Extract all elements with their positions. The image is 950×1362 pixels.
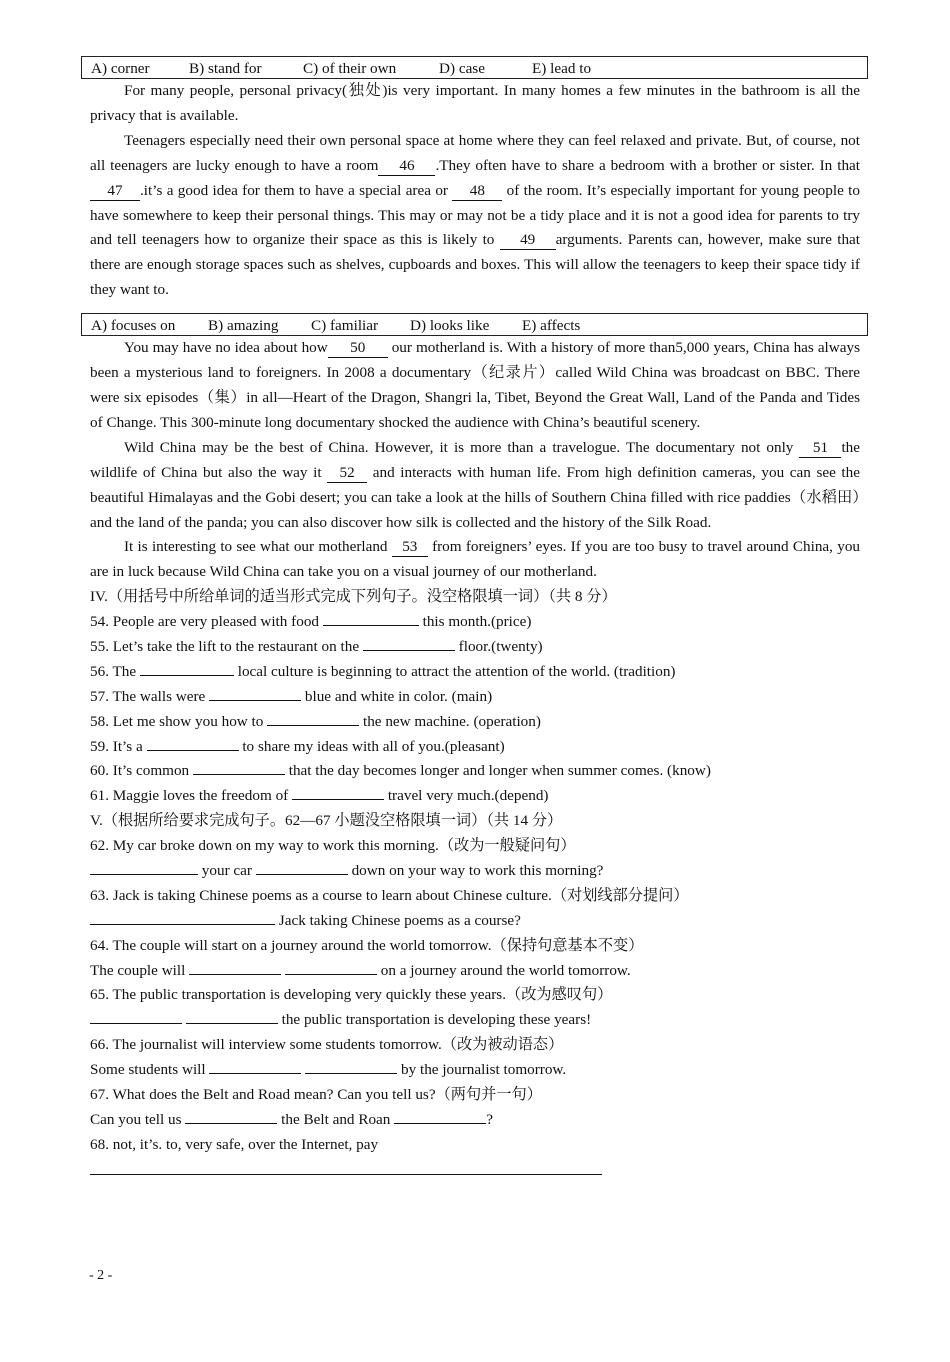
question-56: 56. The local culture is beginning to attract the attention of the world. (tradition) bbox=[90, 660, 860, 685]
answer-blank[interactable] bbox=[363, 635, 455, 651]
option: E) affects bbox=[522, 317, 581, 335]
question-59: 59. It’s a to share my ideas with all of you.(pleasant) bbox=[90, 735, 860, 760]
answer-66: Some students will by the journalist tomorrow. bbox=[90, 1058, 860, 1083]
answer-blank[interactable] bbox=[147, 735, 239, 751]
question-58: 58. Let me show you how to the new machine. (operation) bbox=[90, 710, 860, 735]
blank-52[interactable]: 52 bbox=[327, 464, 367, 483]
answer-64: The couple will on a journey around the world tomorrow. bbox=[90, 959, 860, 984]
option: C) of their own bbox=[303, 60, 397, 77]
option: A) corner bbox=[91, 60, 150, 77]
question-65: 65. The public transportation is developing very quickly these years.（改为感叹句） bbox=[90, 986, 613, 1004]
question-61: 61. Maggie loves the freedom of travel very much.(depend) bbox=[90, 784, 860, 809]
answer-blank[interactable] bbox=[186, 1008, 278, 1024]
option: D) looks like bbox=[410, 317, 490, 335]
answer-blank[interactable] bbox=[140, 660, 234, 676]
word-bank-1 bbox=[81, 56, 868, 79]
answer-blank[interactable] bbox=[285, 959, 377, 975]
option: B) stand for bbox=[189, 60, 262, 77]
passage1-paragraph2: Teenagers especially need their own personal space at home where they can feel relaxed and private. But, of course, not all teenagers are lucky enough to have a room 46 .They often have to share a bedroom with a brother or sister. In that 47 .it’s a good idea for them to have a special area or 48 of the room. It’s especially important for young people to have somewhere to keep their personal things. This may or may not be a tidy place and it is not a good idea for parents to try and tell teenagers how to organize their space as this is likely to 49 arguments. Parents can, however, make sure that there are enough storage spaces such as shelves, cupboards and boxes. This will allow the teenagers to keep their space tidy if they want to. bbox=[90, 131, 861, 299]
answer-blank[interactable] bbox=[185, 1108, 277, 1124]
answer-67: Can you tell us the Belt and Roan ? bbox=[90, 1108, 860, 1133]
passage2-paragraph3: It is interesting to see what our motherland 53 from foreigners’ eyes. If you are too busy to travel around China, you are in luck because Wild China can take you on a visual journey of our motherland. bbox=[90, 538, 861, 581]
option: E) lead to bbox=[532, 60, 592, 77]
answer-blank[interactable] bbox=[209, 1058, 301, 1074]
answer-68-line[interactable] bbox=[90, 1160, 602, 1175]
question-68: 68. not, it’s. to, very safe, over the Internet, pay bbox=[90, 1135, 379, 1153]
question-67: 67. What does the Belt and Road mean? Can you tell us?（两句并一句） bbox=[90, 1086, 542, 1104]
question-63: 63. Jack is taking Chinese poems as a course to learn about Chinese culture.（对划线部分提问） bbox=[90, 886, 689, 904]
question-64: 64. The couple will start on a journey around the world tomorrow.（保持句意基本不变） bbox=[90, 936, 644, 954]
blank-47[interactable]: 47 bbox=[90, 182, 140, 201]
answer-blank[interactable] bbox=[193, 759, 285, 775]
answer-blank[interactable] bbox=[323, 610, 419, 626]
passage1-paragraph1: For many people, personal privacy(独处)is very important. In many homes a few minutes in the bathroom is all the privacy that is available. bbox=[90, 82, 860, 124]
passage2-paragraph2: Wild China may be the best of China. However, it is more than a travelogue. The documentary not only 51 the wildlife of China but also the way it 52 and interacts with human life. From high definition cameras, you can see the beautiful Himalayas and the Gobi desert; you can take a look at the hills of Southern China filled with rice paddies（水稻田）and the land of the panda; you can also discover how silk is collected and the history of the Silk Road. bbox=[90, 438, 860, 531]
answer-65: the public transportation is developing these years! bbox=[90, 1008, 860, 1033]
question-54: 54. People are very pleased with food this month.(price) bbox=[90, 610, 860, 635]
page-number: - 2 - bbox=[89, 1268, 113, 1283]
answer-blank[interactable] bbox=[90, 859, 198, 875]
answer-blank[interactable] bbox=[305, 1058, 397, 1074]
answer-blank[interactable] bbox=[209, 685, 301, 701]
question-60: 60. It’s common that the day becomes longer and longer when summer comes. (know) bbox=[90, 759, 860, 784]
blank-53[interactable]: 53 bbox=[392, 538, 428, 557]
question-62: 62. My car broke down on my way to work this morning.（改为一般疑问句） bbox=[90, 837, 576, 855]
blank-48[interactable]: 48 bbox=[452, 182, 502, 201]
passage2-paragraph1: You may have no idea about how 50 our motherland is. With a history of more than5,000 years, China has always been a mysterious land to foreigners. In 2008 a documentary（纪录片）called Wild China was broadcast on BBC. There were six episodes（集）in all—Heart of the Dragon, Shangri la, Tibet, Beyond the Great Wall, Land of the Panda and Tides of Change. This 300-minute long documentary shocked the audience with China’s beautiful scenery. bbox=[90, 339, 860, 431]
question-55: 55. Let’s take the lift to the restaurant on the floor.(twenty) bbox=[90, 635, 860, 660]
answer-blank[interactable] bbox=[90, 909, 275, 925]
word-bank-2 bbox=[81, 313, 868, 336]
answer-blank[interactable] bbox=[394, 1108, 486, 1124]
answer-blank[interactable] bbox=[90, 1008, 182, 1024]
blank-51[interactable]: 51 bbox=[799, 439, 841, 458]
section5-title: V.（根据所给要求完成句子。62—67 小题没空格限填一词）（共 14 分） bbox=[90, 812, 563, 830]
option: A) focuses on bbox=[91, 317, 176, 335]
option: D) case bbox=[439, 60, 485, 77]
blank-46[interactable]: 46 bbox=[378, 157, 435, 176]
answer-blank[interactable] bbox=[267, 710, 359, 726]
page-content bbox=[90, 56, 860, 1175]
question-57: 57. The walls were blue and white in color. (main) bbox=[90, 685, 860, 710]
answer-62: your car down on your way to work this morning? bbox=[90, 859, 860, 884]
question-66: 66. The journalist will interview some students tomorrow.（改为被动语态） bbox=[90, 1036, 564, 1054]
blank-50[interactable]: 50 bbox=[328, 339, 388, 358]
option: C) familiar bbox=[311, 317, 379, 335]
option: B) amazing bbox=[208, 317, 279, 335]
blank-49[interactable]: 49 bbox=[500, 231, 556, 250]
answer-63: Jack taking Chinese poems as a course? bbox=[90, 909, 860, 934]
answer-blank[interactable] bbox=[292, 784, 384, 800]
answer-blank[interactable] bbox=[189, 959, 281, 975]
answer-blank[interactable] bbox=[256, 859, 348, 875]
section4-title: IV.（用括号中所给单词的适当形式完成下列句子。没空格限填一词）（共 8 分） bbox=[90, 588, 617, 606]
